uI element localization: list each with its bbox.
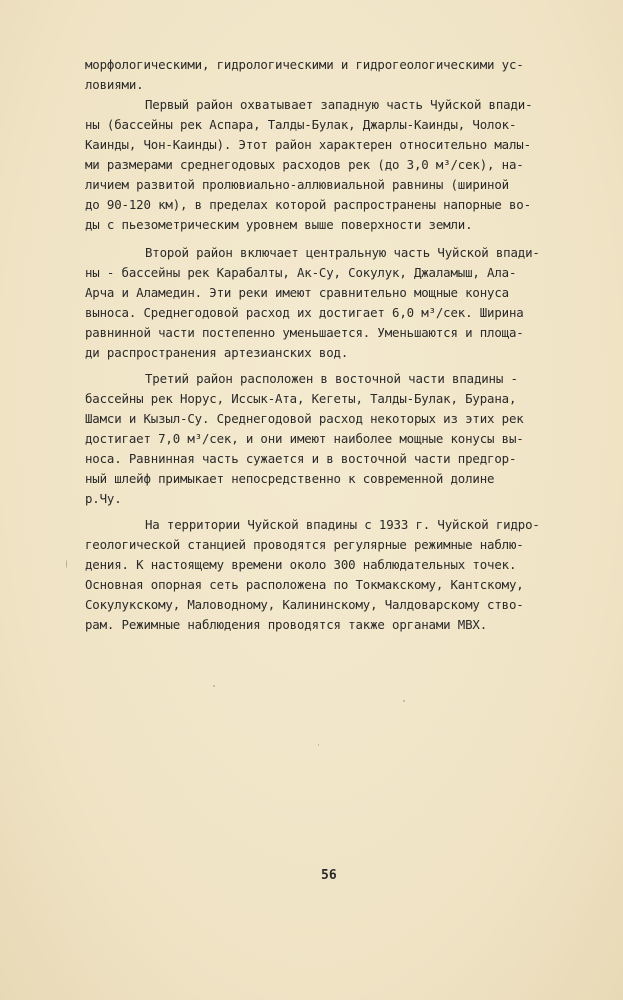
text-line: На территории Чуйской впадины с 1933 г. Чуйской гидро-	[145, 517, 540, 532]
text-line: дения. К настоящему времени около 300 наблюдательных точек.	[85, 557, 517, 572]
page-number: 56	[321, 868, 337, 883]
text-line: Сокулукскому, Маловодному, Калининскому, Чалдоварскому ство-	[85, 597, 524, 612]
paper-speck	[213, 685, 215, 687]
text-line: Шамси и Кызыл-Су. Среднегодовой расход некоторых из этих рек	[85, 411, 524, 426]
text-line: ловиями.	[85, 77, 144, 92]
text-line: ды с пьезометрическим уровнем выше поверхности земли.	[85, 217, 473, 232]
text-line: до 90-120 км), в пределах которой распространены напорные во-	[85, 197, 531, 212]
text-line: морфологическими, гидрологическими и гидрогеологическими ус-	[85, 57, 524, 72]
text-line: Арча и Аламедин. Эти реки имеют сравнительно мощные конуса	[85, 285, 509, 300]
text-line: р.Чу.	[85, 491, 122, 506]
paper-speck	[318, 744, 319, 746]
text-line: ны - бассейны рек Карабалты, Ак-Су, Сокулук, Джаламыш, Ала-	[85, 265, 517, 280]
text-line: геологической станцией проводятся регулярные режимные наблю-	[85, 537, 524, 552]
text-line: ный шлейф примыкает непосредственно к современной долине	[85, 471, 495, 486]
text-line: Третий район расположен в восточной части впадины -	[145, 371, 518, 386]
text-line: равнинной части постепенно уменьшается. Уменьшаются и площа-	[85, 325, 524, 340]
text-line: выноса. Среднегодовой расход их достигает 6,0 м³/сек. Ширина	[85, 305, 524, 320]
text-line: Основная опорная сеть расположена по Токмакскому, Кантскому,	[85, 577, 524, 592]
text-line: достигает 7,0 м³/сек, и они имеют наиболее мощные конусы вы-	[85, 431, 524, 446]
paper-speck	[66, 560, 67, 568]
text-line: ди распространения артезианских вод.	[85, 345, 349, 360]
paper-speck	[403, 700, 405, 702]
text-line: Каинды, Чон-Каинды). Этот район характерен относительно малы-	[85, 137, 531, 152]
text-line: Второй район включает центральную часть Чуйской впади-	[145, 245, 540, 260]
text-line: личием развитой пролювиально-аллювиальной равнины (шириной	[85, 177, 509, 192]
text-line: рам. Режимные наблюдения проводятся также органами МВХ.	[85, 617, 488, 632]
text-line: бассейны рек Норус, Иссык-Ата, Кегеты, Талды-Булак, Бурана,	[85, 391, 517, 406]
text-line: ны (бассейны рек Аспара, Талды-Булак, Джарлы-Каинды, Чолок-	[85, 117, 517, 132]
text-line: ми размерами среднегодовых расходов рек (до 3,0 м³/сек), на-	[85, 157, 524, 172]
text-line: Первый район охватывает западную часть Чуйской впади-	[145, 97, 533, 112]
text-line: носа. Равнинная часть сужается и в восточной части предгор-	[85, 451, 517, 466]
